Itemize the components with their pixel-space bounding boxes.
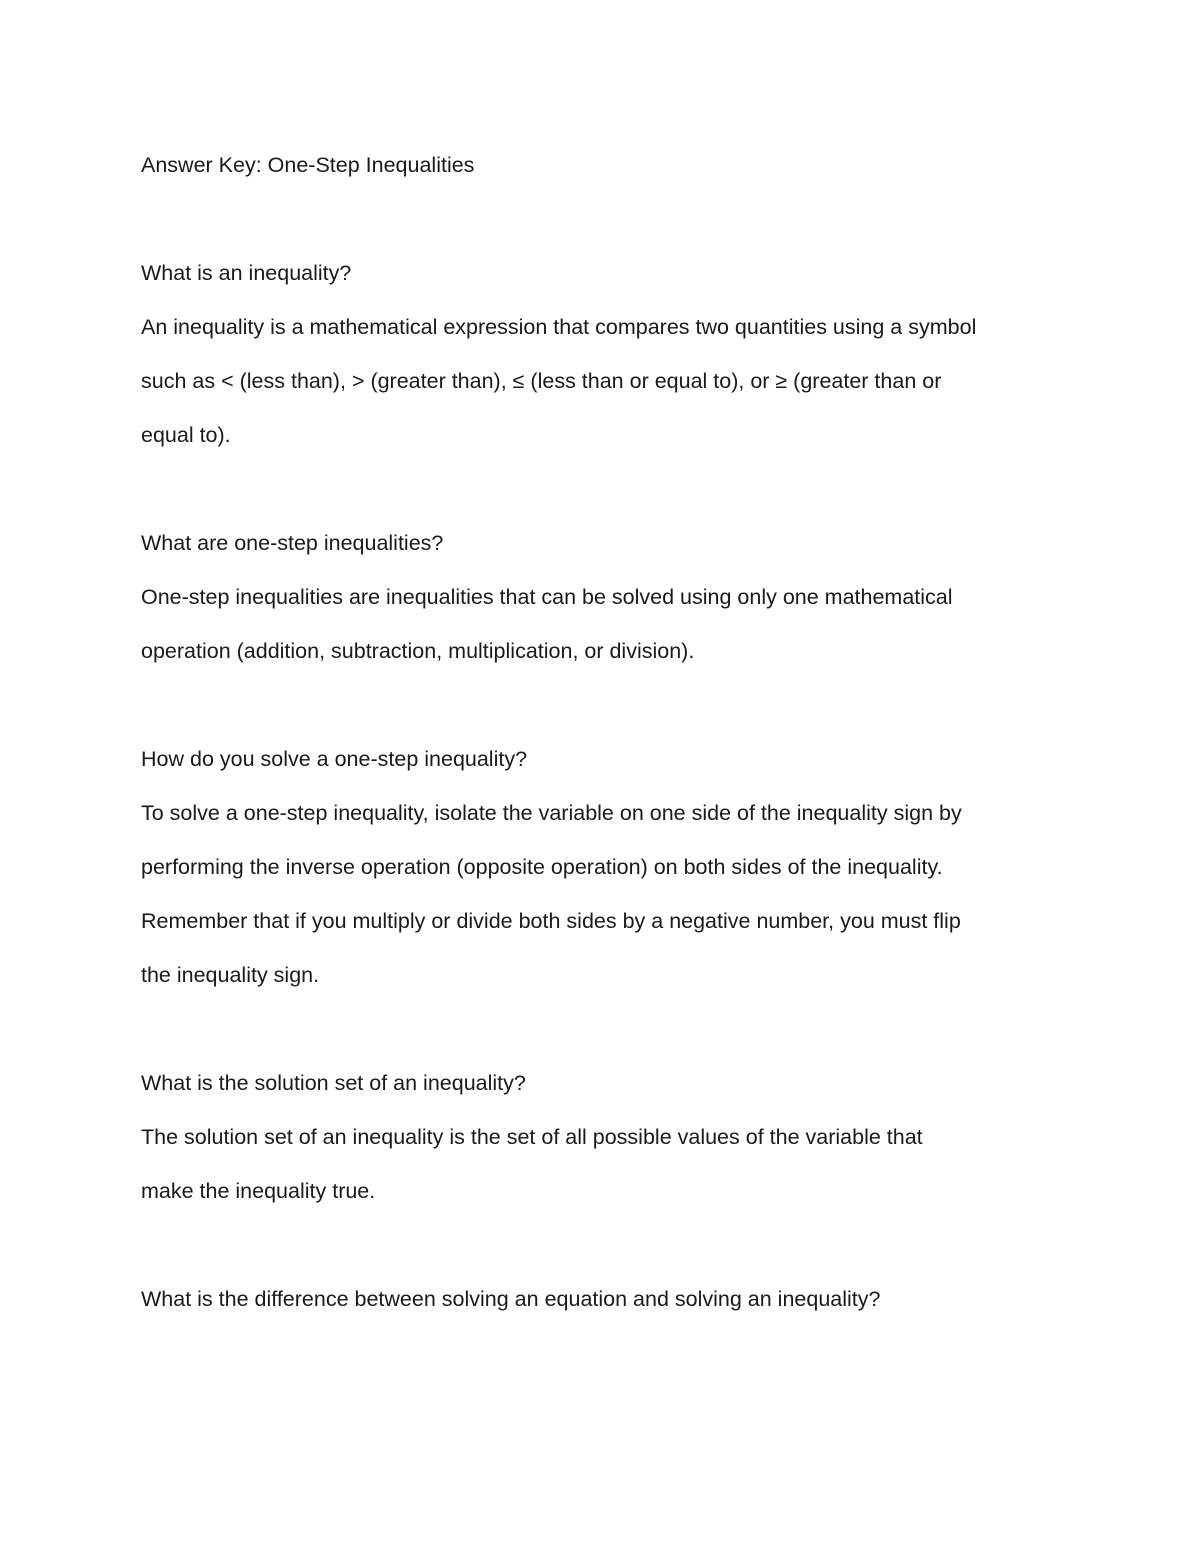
spacer	[141, 678, 1071, 732]
answer-line: performing the inverse operation (opposite operation) on both sides of the inequality.	[141, 855, 943, 879]
answer-line: Remember that if you multiply or divide both sides by a negative number, you must flip	[141, 909, 961, 933]
spacer	[141, 1218, 1071, 1272]
question-heading: What is an inequality?	[141, 261, 352, 285]
question-heading: What is the solution set of an inequality?	[141, 1071, 526, 1095]
answer-line: One-step inequalities are inequalities that can be solved using only one mathematical	[141, 585, 953, 609]
answer-line: operation (addition, subtraction, multiplication, or division).	[141, 639, 695, 663]
spacer	[141, 462, 1071, 516]
question-heading: How do you solve a one-step inequality?	[141, 747, 528, 771]
section-one-step-inequalities	[141, 516, 1071, 678]
answer-line: The solution set of an inequality is the set of all possible values of the variable that	[141, 1125, 923, 1149]
spacer	[141, 192, 1071, 246]
answer-line: To solve a one-step inequality, isolate the variable on one side of the inequality sign by	[141, 801, 962, 825]
spacer	[141, 1002, 1071, 1056]
question-heading: What is the difference between solving an equation and solving an inequality?	[141, 1287, 881, 1311]
answer-line: such as < (less than), > (greater than), ≤ (less than or equal to), or ≥ (greater than or	[141, 369, 942, 393]
section-what-is-inequality	[141, 246, 1071, 462]
answer-line: An inequality is a mathematical expression that compares two quantities using a symbol	[141, 315, 977, 339]
section-how-to-solve	[141, 732, 1071, 1002]
document-body	[141, 138, 1071, 1326]
answer-line: the inequality sign.	[141, 963, 320, 987]
answer-line: equal to).	[141, 423, 231, 447]
section-equation-vs-inequality	[141, 1272, 1071, 1326]
document-title: Answer Key: One-Step Inequalities	[141, 153, 475, 177]
question-heading: What are one-step inequalities?	[141, 531, 444, 555]
answer-line: make the inequality true.	[141, 1179, 376, 1203]
section-solution-set	[141, 1056, 1071, 1218]
